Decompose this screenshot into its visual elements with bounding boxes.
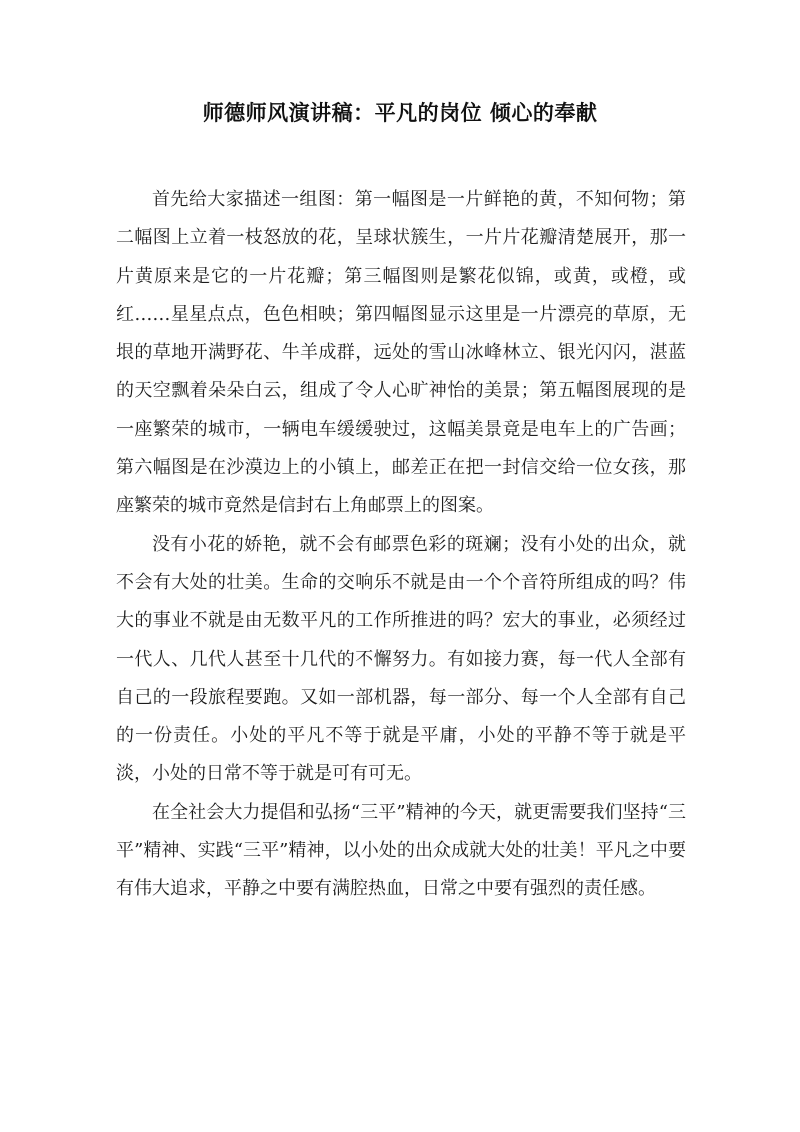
paragraph-1: 首先给大家描述一组图：第一幅图是一片鲜艳的黄，不知何物；第二幅图上立着一枝怒放的花，呈球状簇生，一片片花瓣清楚展开，那一片黄原来是它的一片花瓣；第三幅图则是繁花似锦，或黄，或橙，或红……星星点点，色色相映；第四幅图显示这里是一片漂亮的草原，无垠的草地开满野花、牛羊成群，远处的雪山冰峰林立、银光闪闪，湛蓝的天空飘着朵朵白云，组成了令人心旷神怡的美景；第五幅图展现的是一座繁荣的城市，一辆电车缓缓驶过，这幅美景竟是电车上的广告画；第六幅图是在沙漠边上的小镇上，邮差正在把一封信交给一位女孩，那座繁荣的城市竟然是信封右上角邮票上的图案。 (116, 189, 686, 517)
page-title: 师德师风演讲稿：平凡的岗位 倾心的奉献 (202, 100, 598, 125)
paragraph-3: 在全社会大力提倡和弘扬“三平”精神的今天，就更需要我们坚持“三平”精神、实践“三平”精神，以小处的出众成就大处的壮美！平凡之中要有伟大追求，平静之中要有满腔热血，日常之中要有强烈的责任感。 (116, 801, 686, 900)
paragraph-2: 没有小花的娇艳，就不会有邮票色彩的斑斓；没有小处的出众，就不会有大处的壮美。生命的交响乐不就是由一个个音符所组成的吗？伟大的事业不就是由无数平凡的工作所推进的吗？宏大的事业，必须经过一代人、几代人甚至十几代的不懈努力。有如接力赛，每一代人全部有自己的一段旅程要跑。又如一部机器，每一部分、每一个人全部有自己的一份责任。小处的平凡不等于就是平庸，小处的平静不等于就是平淡，小处的日常不等于就是可有可无。 (116, 533, 686, 785)
document-body (116, 181, 686, 909)
